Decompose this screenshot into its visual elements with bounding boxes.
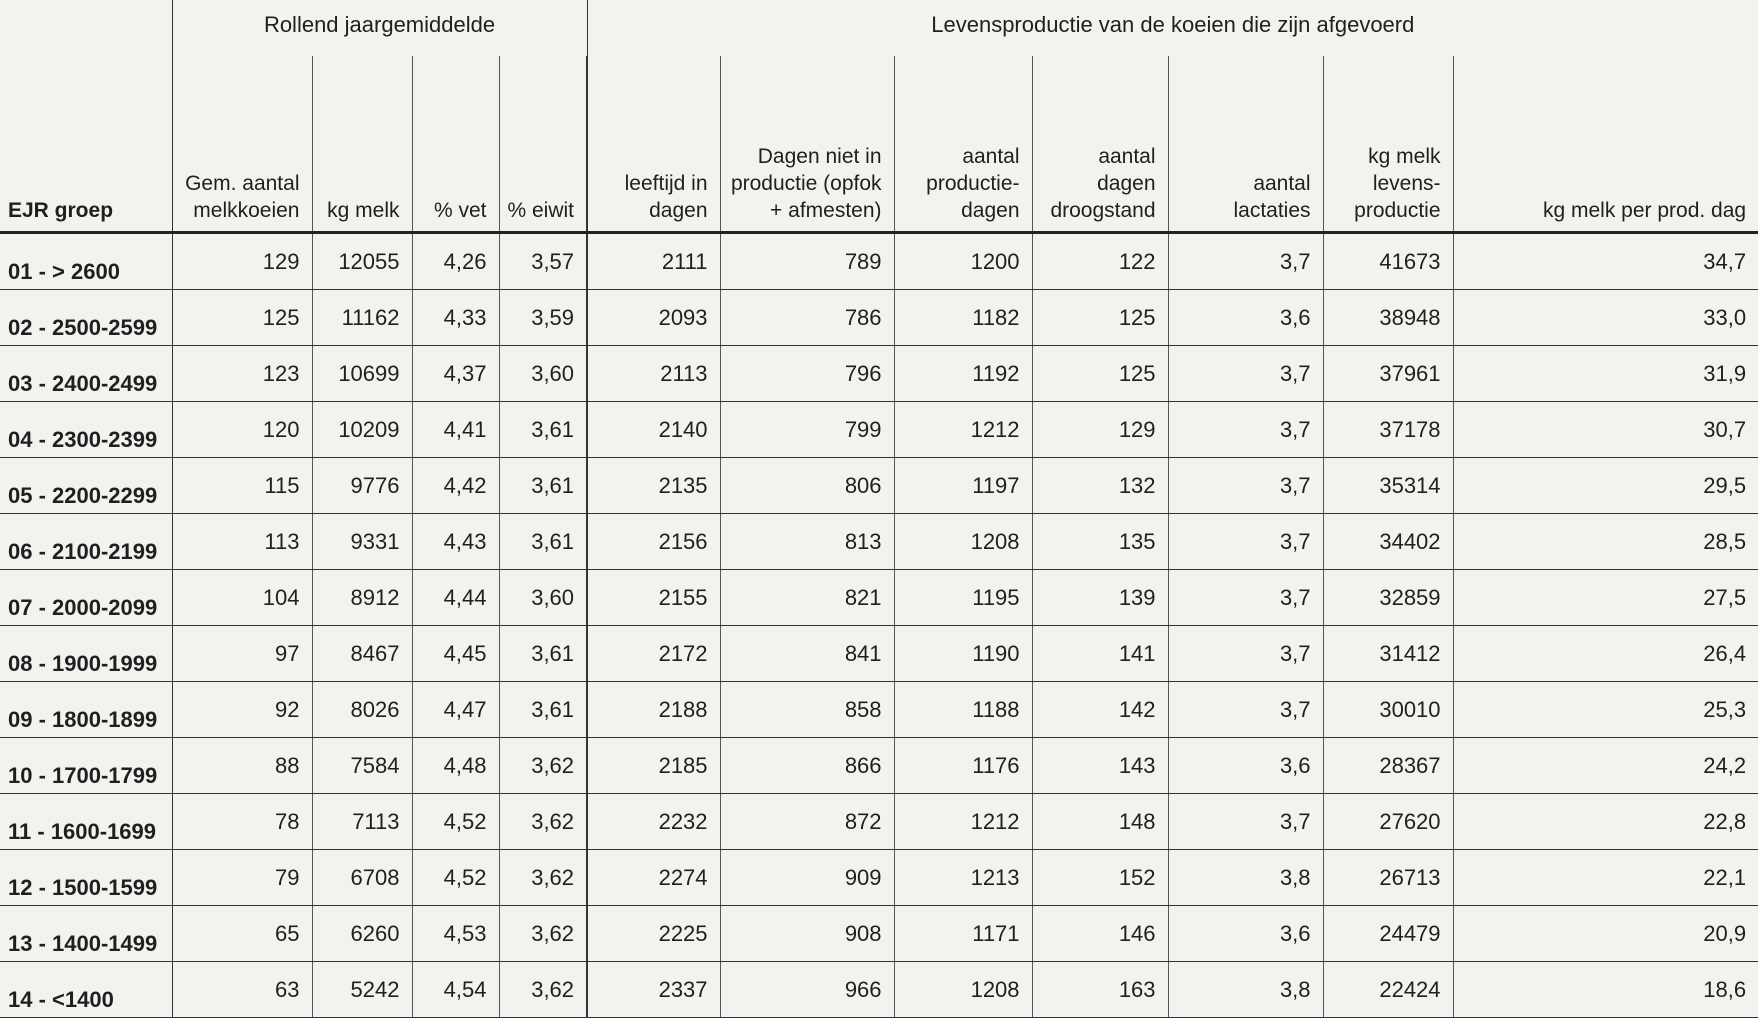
cell-kg-melk: 6260 [312,906,412,962]
cell-eiwit: 3,62 [499,794,587,850]
table-row [0,794,1758,850]
cell-levensproductie: 27620 [1323,794,1453,850]
cell-group-label: 04 - 2300-2399 [0,402,172,458]
cell-group-label: 11 - 1600-1699 [0,794,172,850]
cell-levensproductie: 32859 [1323,570,1453,626]
cell-per-prod-dag: 31,9 [1453,346,1758,402]
cell-gem-aantal: 120 [172,402,312,458]
group-header-rolling: Rollend jaargemiddelde [172,0,587,56]
cell-group-label: 10 - 1700-1799 [0,738,172,794]
col-header-lactaties: aantal lactaties [1168,56,1323,233]
cell-eiwit: 3,61 [499,514,587,570]
cell-eiwit: 3,62 [499,738,587,794]
cell-levensproductie: 26713 [1323,850,1453,906]
cell-droogstand: 129 [1032,402,1168,458]
cell-per-prod-dag: 20,9 [1453,906,1758,962]
cell-vet: 4,48 [412,738,499,794]
table-row [0,290,1758,346]
cell-vet: 4,47 [412,682,499,738]
cell-group-label: 14 - <1400 [0,962,172,1018]
cell-dagen-niet: 796 [720,346,894,402]
cell-leeftijd: 2337 [587,962,720,1018]
table-row [0,458,1758,514]
table-row [0,626,1758,682]
cell-lactaties: 3,7 [1168,458,1323,514]
cell-productiedagen: 1212 [894,794,1032,850]
cell-leeftijd: 2225 [587,906,720,962]
col-header-vet: % vet [412,56,499,233]
cell-eiwit: 3,60 [499,570,587,626]
group-header-lifetime: Levensproductie van de koeien die zijn afgevoerd [587,0,1758,56]
cell-dagen-niet: 821 [720,570,894,626]
table-row [0,682,1758,738]
cell-vet: 4,54 [412,962,499,1018]
cell-levensproductie: 31412 [1323,626,1453,682]
cell-group-label: 06 - 2100-2199 [0,514,172,570]
cell-vet: 4,45 [412,626,499,682]
cell-leeftijd: 2111 [587,233,720,290]
cell-gem-aantal: 129 [172,233,312,290]
cell-dagen-niet: 799 [720,402,894,458]
cell-lactaties: 3,7 [1168,402,1323,458]
table-row [0,850,1758,906]
cell-per-prod-dag: 26,4 [1453,626,1758,682]
cell-lactaties: 3,7 [1168,682,1323,738]
cell-lactaties: 3,8 [1168,850,1323,906]
cell-per-prod-dag: 22,8 [1453,794,1758,850]
cell-lactaties: 3,6 [1168,906,1323,962]
cell-eiwit: 3,62 [499,850,587,906]
cell-dagen-niet: 841 [720,626,894,682]
cell-vet: 4,52 [412,850,499,906]
cell-group-label: 13 - 1400-1499 [0,906,172,962]
cell-per-prod-dag: 28,5 [1453,514,1758,570]
cell-leeftijd: 2274 [587,850,720,906]
cell-group-label: 01 - > 2600 [0,233,172,290]
cell-per-prod-dag: 25,3 [1453,682,1758,738]
cell-productiedagen: 1208 [894,514,1032,570]
cell-gem-aantal: 65 [172,906,312,962]
cell-productiedagen: 1200 [894,233,1032,290]
cell-lactaties: 3,7 [1168,233,1323,290]
cell-levensproductie: 28367 [1323,738,1453,794]
cell-dagen-niet: 909 [720,850,894,906]
cell-productiedagen: 1213 [894,850,1032,906]
cell-droogstand: 148 [1032,794,1168,850]
table-row [0,402,1758,458]
cell-productiedagen: 1171 [894,906,1032,962]
cell-productiedagen: 1208 [894,962,1032,1018]
cell-dagen-niet: 866 [720,738,894,794]
cell-kg-melk: 5242 [312,962,412,1018]
col-header-ejr-groep: EJR groep [0,56,172,233]
cell-levensproductie: 35314 [1323,458,1453,514]
group-header-empty [0,0,172,56]
cell-productiedagen: 1182 [894,290,1032,346]
table-body [0,233,1758,1018]
cell-per-prod-dag: 18,6 [1453,962,1758,1018]
cell-droogstand: 141 [1032,626,1168,682]
cell-per-prod-dag: 30,7 [1453,402,1758,458]
cell-lactaties: 3,6 [1168,290,1323,346]
cell-dagen-niet: 786 [720,290,894,346]
cell-leeftijd: 2140 [587,402,720,458]
cell-gem-aantal: 88 [172,738,312,794]
cell-kg-melk: 11162 [312,290,412,346]
cell-kg-melk: 7113 [312,794,412,850]
cell-eiwit: 3,61 [499,402,587,458]
cell-kg-melk: 12055 [312,233,412,290]
cell-group-label: 02 - 2500-2599 [0,290,172,346]
cell-per-prod-dag: 22,1 [1453,850,1758,906]
cell-dagen-niet: 872 [720,794,894,850]
cell-vet: 4,43 [412,514,499,570]
cell-per-prod-dag: 27,5 [1453,570,1758,626]
col-header-per-prod-dag: kg melk per prod. dag [1453,56,1758,233]
cell-droogstand: 139 [1032,570,1168,626]
cell-leeftijd: 2172 [587,626,720,682]
cell-gem-aantal: 123 [172,346,312,402]
cell-dagen-niet: 858 [720,682,894,738]
cell-productiedagen: 1190 [894,626,1032,682]
cell-vet: 4,44 [412,570,499,626]
table-row [0,346,1758,402]
cell-lactaties: 3,7 [1168,514,1323,570]
cell-per-prod-dag: 24,2 [1453,738,1758,794]
col-header-kg-melk: kg melk [312,56,412,233]
cell-per-prod-dag: 34,7 [1453,233,1758,290]
cell-group-label: 05 - 2200-2299 [0,458,172,514]
cell-gem-aantal: 113 [172,514,312,570]
cell-leeftijd: 2093 [587,290,720,346]
table-row [0,233,1758,290]
cell-dagen-niet: 813 [720,514,894,570]
cell-gem-aantal: 78 [172,794,312,850]
cell-droogstand: 125 [1032,290,1168,346]
col-header-dagen-niet: Dagen niet in productie (opfok + afmesten) [720,56,894,233]
cell-eiwit: 3,61 [499,626,587,682]
cell-levensproductie: 22424 [1323,962,1453,1018]
cell-levensproductie: 34402 [1323,514,1453,570]
cell-droogstand: 125 [1032,346,1168,402]
cell-productiedagen: 1192 [894,346,1032,402]
table-row [0,906,1758,962]
cell-leeftijd: 2232 [587,794,720,850]
cell-droogstand: 152 [1032,850,1168,906]
cell-levensproductie: 41673 [1323,233,1453,290]
cell-per-prod-dag: 29,5 [1453,458,1758,514]
cell-droogstand: 122 [1032,233,1168,290]
cell-droogstand: 146 [1032,906,1168,962]
group-header-row [0,0,1758,56]
column-header-row [0,56,1758,233]
cell-dagen-niet: 789 [720,233,894,290]
cell-productiedagen: 1197 [894,458,1032,514]
cell-group-label: 08 - 1900-1999 [0,626,172,682]
cell-droogstand: 132 [1032,458,1168,514]
cell-leeftijd: 2135 [587,458,720,514]
cell-droogstand: 135 [1032,514,1168,570]
col-header-levensproductie: kg melk levens-productie [1323,56,1453,233]
cell-group-label: 03 - 2400-2499 [0,346,172,402]
cell-eiwit: 3,61 [499,682,587,738]
cell-gem-aantal: 63 [172,962,312,1018]
col-header-droogstand: aantal dagen droogstand [1032,56,1168,233]
cell-kg-melk: 10209 [312,402,412,458]
cell-levensproductie: 37178 [1323,402,1453,458]
cell-lactaties: 3,7 [1168,794,1323,850]
cell-vet: 4,42 [412,458,499,514]
cell-vet: 4,33 [412,290,499,346]
cell-eiwit: 3,57 [499,233,587,290]
cell-vet: 4,37 [412,346,499,402]
cell-leeftijd: 2156 [587,514,720,570]
cell-eiwit: 3,59 [499,290,587,346]
cell-lactaties: 3,8 [1168,962,1323,1018]
cell-leeftijd: 2155 [587,570,720,626]
cell-gem-aantal: 104 [172,570,312,626]
cell-levensproductie: 38948 [1323,290,1453,346]
cell-group-label: 09 - 1800-1899 [0,682,172,738]
cell-levensproductie: 24479 [1323,906,1453,962]
cell-eiwit: 3,61 [499,458,587,514]
cell-lactaties: 3,7 [1168,626,1323,682]
cell-dagen-niet: 806 [720,458,894,514]
cell-lactaties: 3,7 [1168,570,1323,626]
cell-kg-melk: 8026 [312,682,412,738]
cell-gem-aantal: 92 [172,682,312,738]
cell-group-label: 07 - 2000-2099 [0,570,172,626]
cell-vet: 4,26 [412,233,499,290]
cell-productiedagen: 1188 [894,682,1032,738]
cell-leeftijd: 2113 [587,346,720,402]
cell-leeftijd: 2188 [587,682,720,738]
cell-droogstand: 143 [1032,738,1168,794]
cell-eiwit: 3,60 [499,346,587,402]
cell-per-prod-dag: 33,0 [1453,290,1758,346]
cell-lactaties: 3,7 [1168,346,1323,402]
cell-kg-melk: 7584 [312,738,412,794]
table-row [0,738,1758,794]
cell-dagen-niet: 966 [720,962,894,1018]
cell-vet: 4,41 [412,402,499,458]
cell-vet: 4,53 [412,906,499,962]
cell-group-label: 12 - 1500-1599 [0,850,172,906]
table-row [0,570,1758,626]
cell-droogstand: 163 [1032,962,1168,1018]
col-header-eiwit: % eiwit [499,56,587,233]
cell-productiedagen: 1195 [894,570,1032,626]
cell-eiwit: 3,62 [499,962,587,1018]
cell-kg-melk: 10699 [312,346,412,402]
cell-leeftijd: 2185 [587,738,720,794]
cell-kg-melk: 6708 [312,850,412,906]
cell-lactaties: 3,6 [1168,738,1323,794]
cell-gem-aantal: 115 [172,458,312,514]
cell-droogstand: 142 [1032,682,1168,738]
cell-gem-aantal: 125 [172,290,312,346]
cell-levensproductie: 37961 [1323,346,1453,402]
col-header-productiedagen: aantal productie-dagen [894,56,1032,233]
cell-gem-aantal: 79 [172,850,312,906]
cell-kg-melk: 8467 [312,626,412,682]
table-row [0,514,1758,570]
col-header-gem-aantal: Gem. aantal melkkoeien [172,56,312,233]
cell-kg-melk: 9776 [312,458,412,514]
cell-productiedagen: 1212 [894,402,1032,458]
cell-productiedagen: 1176 [894,738,1032,794]
table-row [0,962,1758,1018]
cell-kg-melk: 8912 [312,570,412,626]
cell-eiwit: 3,62 [499,906,587,962]
cell-gem-aantal: 97 [172,626,312,682]
cell-kg-melk: 9331 [312,514,412,570]
cell-dagen-niet: 908 [720,906,894,962]
cell-levensproductie: 30010 [1323,682,1453,738]
cell-vet: 4,52 [412,794,499,850]
col-header-leeftijd: leeftijd in dagen [587,56,720,233]
